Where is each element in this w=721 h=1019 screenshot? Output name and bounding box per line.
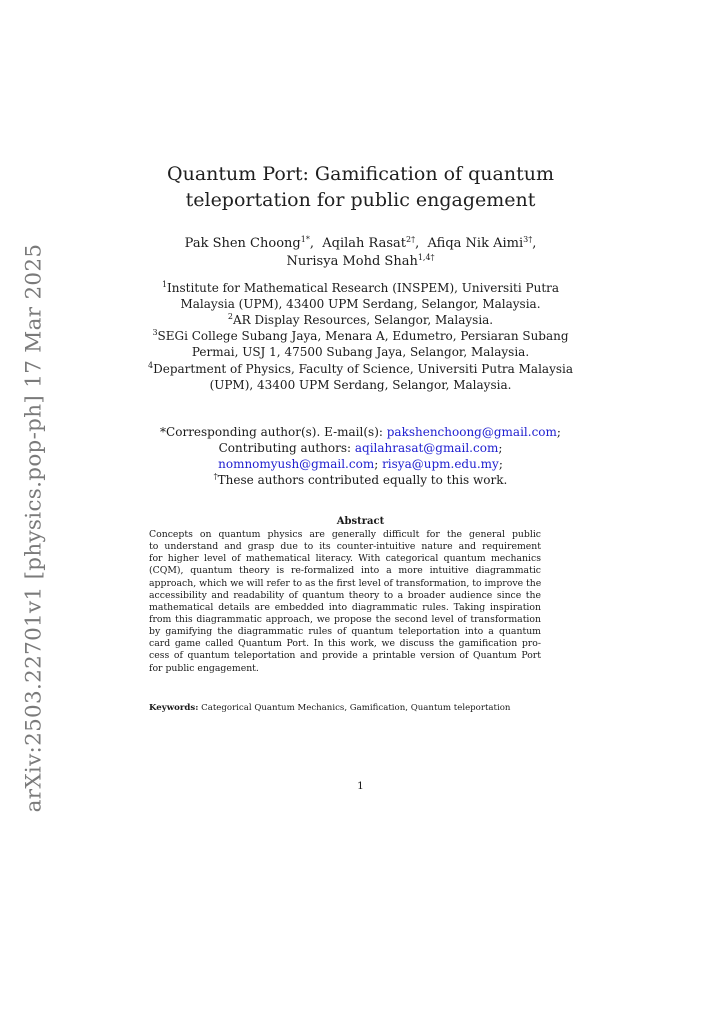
separator: ; — [374, 457, 383, 471]
abstract-line: Concepts on quantum physics are generally difficult for the general public — [149, 529, 541, 540]
separator: ; — [556, 425, 561, 439]
abstract-line: accessibility and readability of quantum theory to a broader audience since the — [149, 589, 541, 601]
separator: ; — [498, 457, 503, 471]
author-affiliation-mark: 1,4† — [417, 253, 435, 262]
abstract-line: for public engagement. — [149, 662, 259, 674]
equal-contribution-note — [0, 472, 721, 489]
author-name: Afiqa Nik Aimi — [427, 236, 524, 251]
contributing-authors-line — [0, 440, 721, 457]
keywords-line — [149, 703, 510, 713]
abstract-line: card game called Quantum Port. In this work, we discuss the gamification pro- — [149, 638, 541, 650]
author-name: Aqilah Rasat — [322, 236, 406, 251]
page-number: 1 — [357, 780, 364, 792]
author-name: Pak Shen Choong — [184, 236, 301, 251]
abstract-heading: Abstract — [336, 516, 385, 527]
separator: ; — [498, 441, 503, 455]
corresponding-label: *Corresponding author(s). E-mail(s): — [160, 425, 387, 439]
affiliation-mark: 3 — [152, 328, 158, 337]
keywords-text: Categorical Quantum Mechanics, Gamification, Quantum teleportation — [201, 703, 511, 713]
affiliation-text: AR Display Resources, Selangor, Malaysia. — [232, 313, 494, 327]
email-link-contributor[interactable]: nomnomyush@gmail.com — [218, 457, 375, 471]
affiliation-text: Institute for Mathematical Research (INSPEM), Universiti Putra — [167, 281, 560, 295]
paper-title-line-2: teleportation for public engagement — [185, 189, 536, 211]
affiliation-4-line-2: (UPM), 43400 UPM Serdang, Selangor, Malaysia. — [209, 378, 512, 392]
author-affiliation-mark: 1* — [300, 235, 310, 244]
abstract-line: to understand and grasp due to its counter-intuitive nature and requirement — [149, 541, 541, 553]
keywords-label: Keywords: — [149, 703, 199, 713]
affiliation-mark: 1 — [161, 280, 168, 289]
affiliation-mark: 2 — [227, 312, 233, 321]
affiliation-3-line-2: Permai, USJ 1, 47500 Subang Jaya, Selangor, Malaysia. — [191, 345, 530, 359]
author-list-line-1: Pak Shen Choong$^{1*}$, Aqilah Rasat$^{2\dagger}$, Afiqa Nik Aimi$^{3\dagger}$, — [184, 235, 537, 251]
email-link-contributor[interactable]: aqilahrasat@gmail.com — [354, 441, 499, 455]
email-link-corresponding[interactable]: pakshenchoong@gmail.com — [386, 425, 557, 439]
affiliation-mark: 4 — [148, 361, 154, 370]
author-affiliation-mark: 3† — [523, 235, 533, 244]
author-list-line-2 — [0, 253, 721, 270]
contributing-label: Contributing authors: — [218, 441, 355, 455]
affiliation-text: SEGi College Subang Jaya, Menara A, Edumetro, Persiaran Subang — [157, 329, 569, 343]
equal-contribution-text: These authors contributed equally to this work. — [217, 473, 508, 487]
abstract-line: for higher level of mathematical literacy. With categorical quantum mechanics — [149, 553, 541, 565]
contributing-emails-line — [0, 456, 721, 473]
affiliation-2 — [0, 312, 721, 329]
affiliation-3-line-1 — [0, 328, 721, 345]
affiliation-1-line-1 — [0, 280, 721, 297]
affiliation-text: Department of Physics, Faculty of Science, Universiti Putra Malaysia — [153, 362, 573, 376]
dagger-mark: † — [213, 472, 218, 481]
affiliation-4-line-1 — [0, 361, 721, 378]
author-name: Nurisya Mohd Shah — [286, 254, 418, 269]
corresponding-author-line — [0, 424, 721, 441]
abstract-body — [149, 529, 541, 675]
abstract-line: mathematical details are embedded into diagrammatic rules. Taking inspiration — [149, 601, 541, 613]
abstract-line: cess of quantum teleportation and provide a printable version of Quantum Port — [149, 650, 541, 662]
paper-title-line-1: Quantum Port: Gamification of quantum — [167, 163, 554, 185]
author-affiliation-mark: 2† — [406, 235, 416, 244]
abstract-line: approach, which we will refer to as the first level of transformation, to improve the — [149, 577, 542, 589]
arxiv-identifier-stamp: arXiv:2503.22701v1 [physics.pop-ph] 17 Mar 2025 — [21, 243, 47, 813]
abstract-line: by gamifying the diagrammatic rules of quantum teleportation into a quantum — [149, 626, 541, 638]
abstract-line: (CQM), quantum theory is re-formalized into a more intuitive diagrammatic — [149, 565, 541, 577]
abstract-line: from this diagrammatic approach, we propose the second level of transformation — [149, 613, 541, 625]
affiliation-1-line-2: Malaysia (UPM), 43400 UPM Serdang, Selangor, Malaysia. — [180, 297, 541, 311]
email-link-contributor[interactable]: risya@upm.edu.my — [382, 457, 499, 471]
